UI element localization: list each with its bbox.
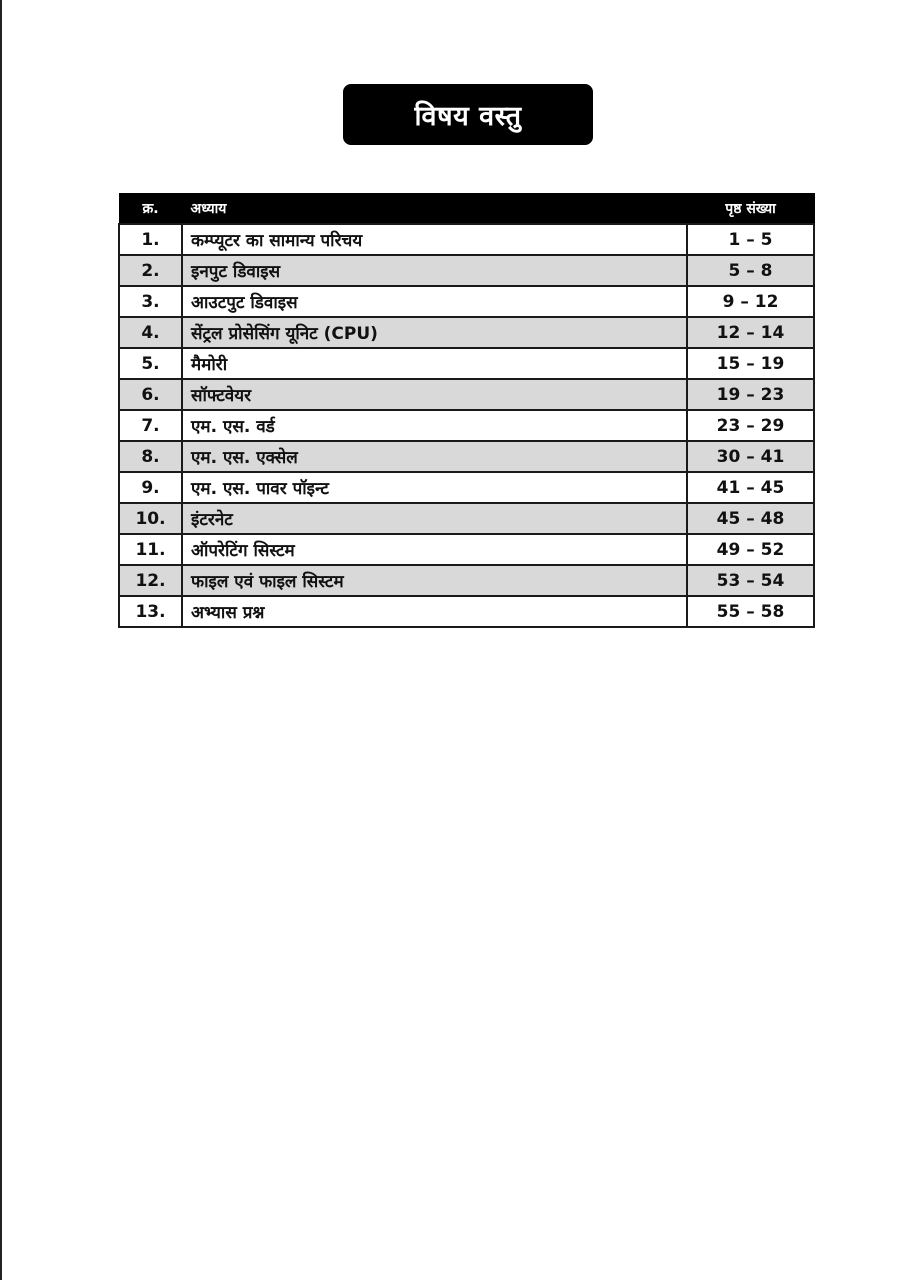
- row-pages: 45 – 48: [687, 503, 814, 534]
- table-row: [119, 441, 814, 472]
- row-serial: 7.: [119, 410, 182, 441]
- table-row: [119, 255, 814, 286]
- row-pages: 12 – 14: [687, 317, 814, 348]
- row-chapter: एम. एस. एक्सेल: [182, 441, 687, 472]
- title-banner: [343, 84, 593, 145]
- row-pages: 30 – 41: [687, 441, 814, 472]
- table-row: [119, 379, 814, 410]
- row-pages: 5 – 8: [687, 255, 814, 286]
- row-serial: 12.: [119, 565, 182, 596]
- row-chapter: कम्प्यूटर का सामान्य परिचय: [182, 224, 687, 255]
- page-edge: [0, 0, 2, 1280]
- row-pages: 1 – 5: [687, 224, 814, 255]
- header-pages: पृष्ठ संख्या: [687, 194, 814, 225]
- table-row: [119, 565, 814, 596]
- header-serial: क्र.: [119, 194, 182, 225]
- row-serial: 4.: [119, 317, 182, 348]
- row-serial: 2.: [119, 255, 182, 286]
- row-serial: 13.: [119, 596, 182, 627]
- row-pages: 41 – 45: [687, 472, 814, 503]
- row-pages: 19 – 23: [687, 379, 814, 410]
- row-pages: 49 – 52: [687, 534, 814, 565]
- row-serial: 8.: [119, 441, 182, 472]
- row-serial: 11.: [119, 534, 182, 565]
- row-chapter: फाइल एवं फाइल सिस्टम: [182, 565, 687, 596]
- row-serial: 3.: [119, 286, 182, 317]
- contents-table: [118, 193, 815, 628]
- row-chapter: इनपुट डिवाइस: [182, 255, 687, 286]
- row-pages: 23 – 29: [687, 410, 814, 441]
- header-chapter: अध्याय: [182, 194, 687, 225]
- table-row: [119, 503, 814, 534]
- row-chapter: एम. एस. पावर पॉइन्ट: [182, 472, 687, 503]
- table-row: [119, 286, 814, 317]
- table-row: [119, 410, 814, 441]
- row-chapter: सॉफ्टवेयर: [182, 379, 687, 410]
- row-serial: 6.: [119, 379, 182, 410]
- row-chapter: आउटपुट डिवाइस: [182, 286, 687, 317]
- page-title: विषय वस्तु: [414, 101, 522, 132]
- row-pages: 53 – 54: [687, 565, 814, 596]
- row-chapter: मैमोरी: [182, 348, 687, 379]
- row-chapter: इंटरनेट: [182, 503, 687, 534]
- table-row: [119, 224, 814, 255]
- table-row: [119, 596, 814, 627]
- row-serial: 10.: [119, 503, 182, 534]
- row-chapter: अभ्यास प्रश्न: [182, 596, 687, 627]
- row-serial: 5.: [119, 348, 182, 379]
- table-row: [119, 472, 814, 503]
- row-chapter: सेंट्रल प्रोसेसिंग यूनिट (CPU): [182, 317, 687, 348]
- table-header-row: [119, 194, 814, 225]
- table-row: [119, 317, 814, 348]
- row-serial: 1.: [119, 224, 182, 255]
- table-row: [119, 534, 814, 565]
- row-serial: 9.: [119, 472, 182, 503]
- row-chapter: ऑपरेटिंग सिस्टम: [182, 534, 687, 565]
- row-chapter: एम. एस. वर्ड: [182, 410, 687, 441]
- row-pages: 9 – 12: [687, 286, 814, 317]
- row-pages: 15 – 19: [687, 348, 814, 379]
- table-row: [119, 348, 814, 379]
- row-pages: 55 – 58: [687, 596, 814, 627]
